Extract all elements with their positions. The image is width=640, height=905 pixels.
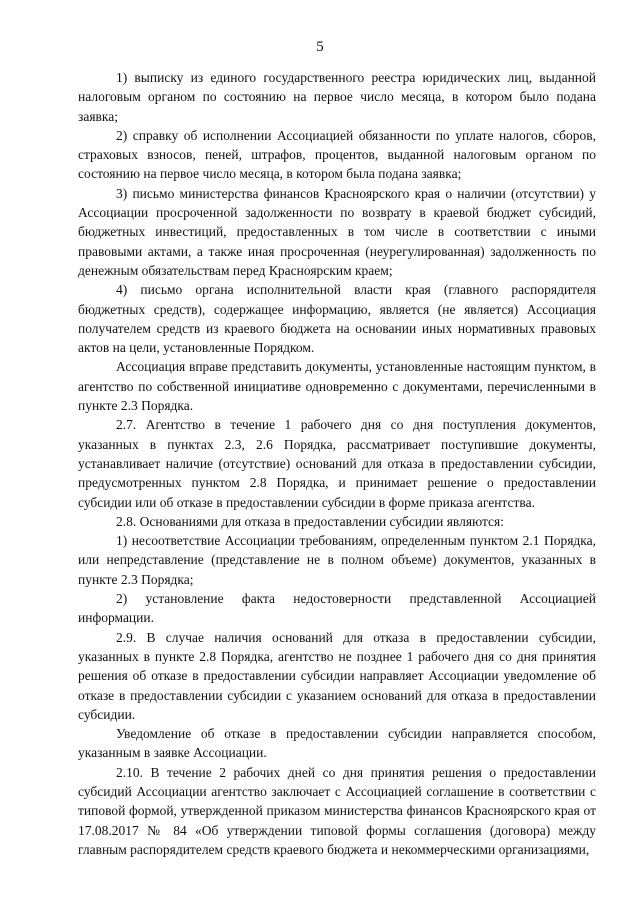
paragraph-2-9: 2.9. В случае наличия оснований для отказа в предоставлении субсидии, указанных в пункте 2.8 Порядка, агентство не позднее 1 рабочего дня со дня принятия решения об отказе в предоставлении субсидии направляет Ассоциации уведомление об отказе в предоставлении субсидии с указанием оснований для отказа в предоставлении субсидии. <box>78 629 596 722</box>
paragraph-2-7: 2.7. Агентство в течение 1 рабочего дня со дня поступления документов, указанных в пунктах 2.3, 2.6 Порядка, рассматривает поступившие документы, устанавливает наличие (отсутствие) оснований для отказа в предоставлении субсидии, предусмотренных пунктом 2.8 Порядка, и принимает решение о предоставлении субсидии или об отказе в предоставлении субсидии в форме приказа агентства. <box>78 417 596 510</box>
paragraph-item-3: 3) письмо министерства финансов Красноярского края о наличии (отсутствии) у Ассоциации просроченной задолженности по возврату в краевой бюджет субсидий, бюджетных инвестиций, предоставленных в том числе в соответствии с иными правовыми актами, а также иная просроченная (неурегулированная) задолженность по денежным обязательствам перед Красноярским краем; <box>78 185 596 278</box>
document-body <box>78 68 596 859</box>
paragraph-notification: Уведомление об отказе в предоставлении субсидии направляется способом, указанным в заявке Ассоциации. <box>78 726 596 761</box>
paragraph-item-2: 2) справку об исполнении Ассоциацией обязанности по уплате налогов, сборов, страховых взносов, пеней, штрафов, процентов, выданной налоговым органом по состоянию на первое число месяца, в котором была подана заявка; <box>78 127 596 182</box>
page-number: 5 <box>316 39 324 55</box>
paragraph-association-right: Ассоциация вправе представить документы, установленные настоящим пунктом, в агентство по собственной инициативе одновременно с документами, перечисленными в пункте 2.3 Порядка. <box>78 359 596 414</box>
paragraph-2-8: 2.8. Основаниями для отказа в предоставлении субсидии являются: <box>116 513 504 529</box>
paragraph-2-8-item-1: 1) несоответствие Ассоциации требованиям, определенным пунктом 2.1 Порядка, или непредставление (представление не в полном объеме) документов, указанных в пункте 2.3 Порядка; <box>78 533 596 587</box>
paragraph-item-4: 4) письмо органа исполнительной власти края (главного распорядителя бюджетных средств), содержащее информацию, является (не является) Ассоциация получателем средств из краевого бюджета на основании иных нормативных правовых актов на цели, установленные Порядком. <box>78 282 596 356</box>
paragraph-item-1: 1) выписку из единого государственного реестра юридических лиц, выданной налоговым органом по состоянию на первое число месяца, в котором было подана заявка; <box>78 70 596 124</box>
paragraph-2-8-item-2: 2) установление факта недостоверности представленной Ассоциацией информации. <box>78 591 596 626</box>
paragraph-2-10: 2.10. В течение 2 рабочих дней со дня принятия решения о предоставлении субсидий Ассоциации агентство заключает с Ассоциацией соглашение в соответствии с типовой формой, утвержденной приказом министерства финансов Красноярского края от 17.08.2017 № 84 «Об утверждении типовой формы соглашения (договора) между главным распорядителем средств краевого бюджета и некоммерческими организациями, <box>78 764 596 857</box>
